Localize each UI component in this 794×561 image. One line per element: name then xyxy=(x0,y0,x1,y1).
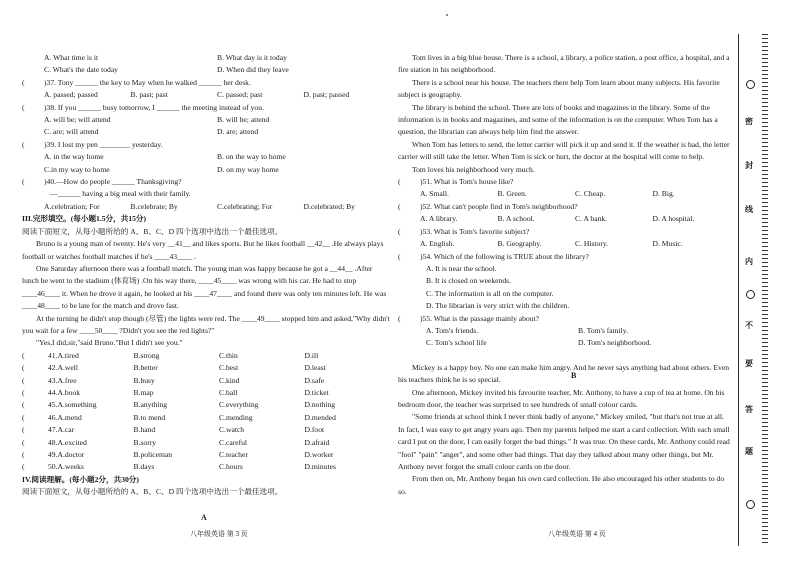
answer-row: ( 45.A.something B.anything C.everything D.nothing xyxy=(22,399,390,411)
question-text: )52. What can't people find in Tom's neighborhood? xyxy=(420,201,578,211)
answer-paren: ( xyxy=(22,139,25,149)
answer-row: ( 42.A.well B.better C.best D.least xyxy=(22,362,390,374)
page-footer: 八年级英语 第 4 页 xyxy=(548,530,606,538)
binding-ruler xyxy=(762,34,768,546)
question-text: )39. I lost my pen ________ yesterday. xyxy=(44,139,163,149)
option: C.watch xyxy=(219,425,245,435)
cloze-paragraph: Bruno is a young man of twenty. He's very __41__ and likes sports. But he likes football __42__ .He always plays football or watches football matches if he's ____43____ . xyxy=(22,239,384,261)
section-instruction: 阅读下面短文，从每小题所给的 A、B、C、D 四个选项中选出一个最佳选项。 xyxy=(22,487,283,497)
option: D.nothing xyxy=(304,400,336,410)
option: A. passed; passed xyxy=(44,90,98,100)
cloze-paragraph: One Saturday afternoon there was a football match. The young man was happy because he got a __44__ .After lunch he went to the stadium (体育场) .On his way there, ____45____ was wrong with his car. He had to stop ____46____ it. When he drove it again, he looked at his ____47____ and found there was only ten minutes left. He was ____48____ to be late for the match and drove fast. xyxy=(22,263,387,311)
cloze-paragraph: At the turning he didn't stop though (尽管) the lights were red. The ____49____ stopped him and asked,"Why didn't you wait for a few ____50____ ?Didn't you see the red lights?" xyxy=(22,313,390,335)
option: D.foot xyxy=(304,425,325,435)
reading-paragraph: Tom loves his neighborhood very much. xyxy=(412,164,535,174)
option: C. passed; past xyxy=(217,90,263,100)
option: B.sorry xyxy=(133,437,157,447)
option: D.worker xyxy=(304,450,334,459)
section-heading: III.完形填空。(每小题1.5分，共15分) xyxy=(22,214,147,224)
question-53: ( )53. What is Tom's favorite subject? xyxy=(398,226,730,238)
q40-options xyxy=(22,201,390,213)
answer-row: ( 46.A.mend B.to mend C.mending D.mended xyxy=(22,412,390,424)
binding-label: 内 xyxy=(745,257,753,266)
option: D. A hospital. xyxy=(652,214,695,224)
option: 48.A.excited xyxy=(48,437,87,447)
option: A. Small. xyxy=(420,189,449,199)
option: A. A library. xyxy=(420,214,458,224)
option: C.in my way to home xyxy=(44,164,110,174)
reading-paragraph: The library is behind the school. There are lots of books and magazines in the library. Some of the information is in books and magazines, and some of the information is on the computer. When Tom has a question, the librarian can always help him find the answer. xyxy=(398,102,718,137)
answer-paren: ( xyxy=(22,77,25,87)
option: D. past; passed xyxy=(303,90,350,100)
question-text: )51. What is Tom's house like? xyxy=(420,177,514,187)
option: B.policeman xyxy=(133,450,173,459)
passage-letter: B xyxy=(571,371,577,380)
answer-row: ( 43.A.free B.busy C.kind D.safe xyxy=(22,375,390,387)
reading-paragraph: When Tom has letters to send, the letter carrier will pick it up and send it. If the weather is bad, the letter carrier will still take the letter. When Tom is sick or hurt, the doctor at the hospital will come to help. xyxy=(398,139,730,162)
question-54: ( )54. Which of the following is TRUE about the library? xyxy=(398,251,730,263)
cloze-answer-bank xyxy=(22,350,390,474)
option: A. Tom's friends. xyxy=(426,325,479,335)
question-text: )55. What is the passage mainly about? xyxy=(420,313,540,323)
binding-label: 答 xyxy=(745,405,753,414)
cloze-paragraph: "Yes,I did,sir,"said Bruno."But I didn't see you." xyxy=(36,338,183,348)
q52-options xyxy=(398,213,730,225)
option: B.strong xyxy=(133,350,160,360)
section-instruction: 阅读下面短文，从每小题所给的 A、B、C、D 四个选项中选出一个最佳选项。 xyxy=(22,226,283,236)
option: C.thin xyxy=(219,350,238,360)
option: B.hand xyxy=(133,425,156,435)
option: D.mended xyxy=(304,412,336,422)
q53-options xyxy=(398,238,730,250)
option: D.minutes xyxy=(304,462,336,472)
option: B. Tom's family. xyxy=(578,325,628,335)
binding-label: 要 xyxy=(745,359,753,368)
option: C. are; will attend xyxy=(44,127,99,137)
option: C.teacher xyxy=(219,450,248,459)
question-52: ( )52. What can't people find in Tom's neighborhood? xyxy=(398,201,730,213)
option: C.careful xyxy=(219,437,248,447)
answer-paren: ( xyxy=(22,177,25,187)
reading-paragraph: "Some friends at school think I never think badly of anyone," Mickey smiled, "but that's not true at all. In fact, I was easy to get angry years ago. Then my parents helped me start a card collection. With each small card I put on the door, I can easily forget the bad things." It was true. On these cards, Mr. Anthony could read "fool" "pain" "anger", and some other bad things. That day they talked about many other things, but Mr. Anthony never forgot the small colour cards on the door. xyxy=(398,412,730,471)
option: B.map xyxy=(133,387,154,397)
binding-hole-icon xyxy=(746,500,755,509)
answer-row: ( 49.A.doctor B.policeman C.teacher D.worker xyxy=(22,449,390,461)
question-text: )40.—How do people ______ Thanksgiving? xyxy=(44,177,182,187)
option: A. What time is it xyxy=(44,53,99,62)
option: D. Music. xyxy=(652,239,683,249)
option: C. History. xyxy=(575,239,609,249)
option: C.kind xyxy=(219,375,240,385)
option: D.celebrated; By xyxy=(303,201,355,211)
passage-letter: A xyxy=(201,513,207,522)
answer-row: ( 47.A.car B.hand C.watch D.foot xyxy=(22,424,390,436)
question-text: )54. Which of the following is TRUE about the library? xyxy=(420,251,589,261)
option: 44.A.book xyxy=(48,387,81,397)
binding-label: 不 xyxy=(745,321,753,330)
option: A.celebration; For xyxy=(44,201,100,211)
q38-options xyxy=(22,114,390,139)
binding-hole-icon xyxy=(746,290,755,299)
q51-options xyxy=(398,188,730,200)
page-footer: 八年级英语 第 3 页 xyxy=(190,530,248,538)
option: D.ill xyxy=(304,350,319,360)
option: B.days xyxy=(133,462,155,472)
q37-options xyxy=(22,89,390,101)
option: 45.A.something xyxy=(48,400,97,410)
binding-hole-icon xyxy=(746,80,755,89)
reading-paragraph: Mickey is a happy boy. No one can make him angry. And he never says anything bad about others. Even his teachers think he is so special. xyxy=(398,362,730,385)
option: 41.A.tired xyxy=(48,350,79,360)
option: C. What's the date today xyxy=(44,65,118,75)
binding-label: 密 xyxy=(745,117,753,126)
question-text: )37. Tony ______ the key to May when he walked ______ her desk. xyxy=(44,77,251,87)
question-text: )53. What is Tom's favorite subject? xyxy=(420,226,530,236)
option: D. Tom's neighborhood. xyxy=(578,338,652,348)
q36-options xyxy=(22,52,390,77)
question-39 xyxy=(22,139,390,151)
option: D.afraid xyxy=(304,437,330,447)
option: C.best xyxy=(219,363,239,373)
q39-options xyxy=(22,151,390,176)
answer-row: ( 48.A.excited B.sorry C.careful D.afraid xyxy=(22,437,390,449)
option: C. The information is all on the computer. xyxy=(426,288,554,298)
option: A. It is near the school. xyxy=(426,263,497,273)
section-heading: IV.阅读理解。(每小题2分，共30分) xyxy=(22,474,139,484)
question-51: ( )51. What is Tom's house like? xyxy=(398,176,730,188)
reading-paragraph: There is a school near his house. The teachers there help Tom learn about many subjects. His favorite subject is geography. xyxy=(398,77,720,100)
option: C.ball xyxy=(219,387,238,397)
option: D. Big. xyxy=(652,189,675,199)
question-40 xyxy=(22,176,390,188)
reading-paragraph: Tom lives in a big blue house. There is a school, a library, a police station, a post office, a hospital, and a fire station in his neighborhood. xyxy=(398,53,730,75)
option: B. past; past xyxy=(130,90,168,100)
option: C.celebrating; For xyxy=(217,201,273,211)
option: D.safe xyxy=(304,375,325,385)
option: B. on the way to home xyxy=(217,152,286,162)
option: D. on my way home xyxy=(217,164,279,174)
option: 46.A.mend xyxy=(48,412,82,422)
question-text-line2: —______ having a big meal with their family. xyxy=(50,189,191,199)
option: 42.A.well xyxy=(48,363,78,373)
option: D. are; attend xyxy=(217,127,259,137)
option: C.everything xyxy=(219,400,259,410)
option: B. Green. xyxy=(497,189,527,199)
option: C. Cheap. xyxy=(575,189,606,199)
option: B.celebrate; By xyxy=(130,201,178,211)
option: B.busy xyxy=(133,375,155,385)
option: C. Tom's school life xyxy=(426,338,487,348)
option: B. What day is it today xyxy=(217,53,287,62)
question-55: ( )55. What is the passage mainly about? xyxy=(398,313,730,325)
option: C. A bank. xyxy=(575,214,608,224)
option: 47.A.car xyxy=(48,425,75,435)
answer-row: ( 44.A.book B.map C.ball D.ticket xyxy=(22,387,390,399)
right-column xyxy=(398,52,730,498)
top-dot xyxy=(446,14,448,16)
q55-options xyxy=(398,325,730,350)
binding-label: 封 xyxy=(745,161,753,170)
option: A. will be; will attend xyxy=(44,115,111,125)
answer-row: ( 41.A.tired B.strong C.thin D.ill xyxy=(22,350,390,362)
option: D. When did they leave xyxy=(217,65,289,75)
option: B.better xyxy=(133,363,158,373)
option: D. The librarian is very strict with the children. xyxy=(426,301,570,311)
option: D.ticket xyxy=(304,387,329,397)
answer-paren: ( xyxy=(22,102,25,112)
answer-row: ( 50.A.weeks B.days C.hours D.minutes xyxy=(22,461,390,473)
option: 43.A.free xyxy=(48,375,77,385)
binding-label: 线 xyxy=(745,205,753,214)
question-38 xyxy=(22,102,390,114)
option: B. A school. xyxy=(497,214,535,224)
option: C.mending xyxy=(219,412,253,422)
question-text: )38. If you ______ busy tomorrow, I ______ the meeting instead of you. xyxy=(44,102,264,112)
option: A. in the way home xyxy=(44,152,104,162)
option: B. Geography. xyxy=(497,239,542,249)
option: D.least xyxy=(304,363,326,373)
option: B. It is closed on weekends. xyxy=(426,276,511,286)
option: B. will be; attend xyxy=(217,115,270,125)
option: A. English. xyxy=(420,239,455,249)
reading-paragraph: One afternoon, Mickey invited his favourite teacher, Mr. Anthony, to have a cup of tea at home. On his bedroom door, the teacher was surprised to see hundreds of small colour cards. xyxy=(398,387,725,409)
option: 50.A.weeks xyxy=(48,462,84,472)
option: B.to mend xyxy=(133,412,166,422)
option: B.anything xyxy=(133,400,168,410)
left-column xyxy=(22,52,390,499)
q54-options xyxy=(398,263,730,313)
question-37 xyxy=(22,77,390,89)
option: C.hours xyxy=(219,462,243,472)
option: 49.A.doctor xyxy=(48,450,85,459)
reading-paragraph: From then on, Mr. Anthony began his own card collection. He also encouraged his other students to do so. xyxy=(398,474,725,496)
binding-label: 题 xyxy=(745,447,753,456)
